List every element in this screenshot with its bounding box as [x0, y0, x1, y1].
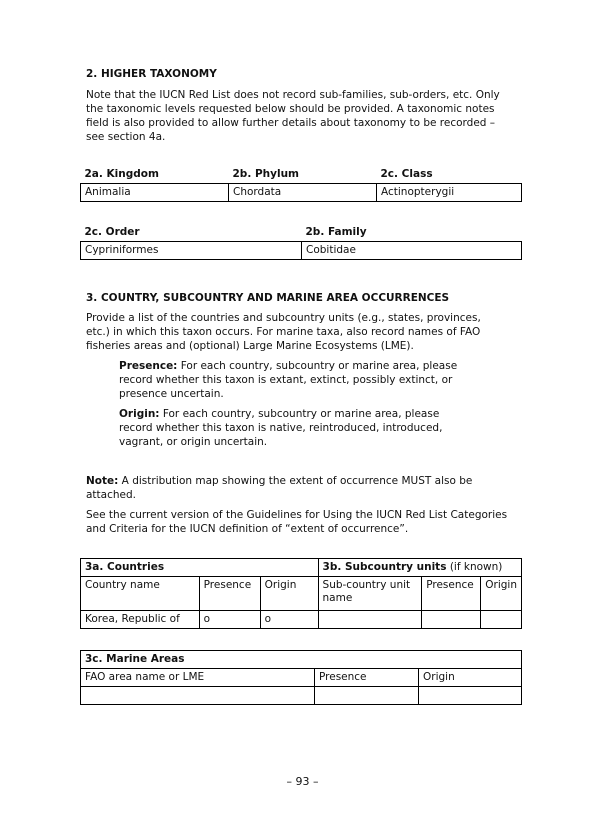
- countries-table: [80, 558, 522, 629]
- marine-presence-cell: [315, 687, 419, 705]
- presence-text: For each country, subcountry or marine area, please record whether this taxon is extant, extinct, possibly extinct, or presence uncertain.: [119, 360, 458, 400]
- class-header: 2c. Class: [380, 168, 433, 180]
- subcountry-header: 3b. Subcountry units: [322, 561, 447, 573]
- col-origin-2: Origin: [481, 577, 522, 611]
- note-paragraph: [86, 474, 486, 502]
- kingdom-header: 2a. Kingdom: [84, 168, 159, 180]
- phylum-value: Chordata: [229, 184, 377, 202]
- origin-2-cell: [481, 611, 522, 629]
- taxonomy-table-2: [80, 224, 522, 260]
- origin-label: Origin:: [119, 408, 160, 420]
- col-fao-area: FAO area name or LME: [81, 669, 315, 687]
- section-2-intro: Note that the IUCN Red List does not record sub-families, sub-orders, etc. Only the taxonomic levels requested below should be provided. A taxonomic notes field is also provided to allow further details about taxonomy to be recorded – see section 4a.: [86, 89, 500, 143]
- origin-text: For each country, subcountry or marine area, please record whether this taxon is native, reintroduced, introduced, vagrant, or origin uncertain.: [119, 408, 443, 448]
- section-2-heading: 2. HIGHER TAXONOMY: [86, 68, 217, 80]
- col-presence: Presence: [199, 577, 260, 611]
- presence-label: Presence:: [119, 360, 178, 372]
- subcountry-header-cell: [318, 559, 521, 577]
- taxonomy-table-1: [80, 166, 522, 202]
- col-marine-presence: Presence: [315, 669, 419, 687]
- order-header: 2c. Order: [84, 226, 140, 238]
- fao-cell: [81, 687, 315, 705]
- kingdom-value: Animalia: [81, 184, 229, 202]
- marine-areas-table: [80, 650, 522, 705]
- origin-paragraph: [119, 407, 469, 449]
- col-subcountry-name: Sub-country unit name: [318, 577, 422, 611]
- country-cell: Korea, Republic of: [81, 611, 200, 629]
- col-origin: Origin: [260, 577, 318, 611]
- presence-paragraph: [119, 359, 469, 401]
- note-text: A distribution map showing the extent of occurrence MUST also be attached.: [86, 475, 473, 501]
- presence-2-cell: [422, 611, 481, 629]
- class-value: Actinopterygii: [377, 184, 522, 202]
- col-presence-2: Presence: [422, 577, 481, 611]
- subcountry-cell: [318, 611, 422, 629]
- section-3-heading: 3. COUNTRY, SUBCOUNTRY AND MARINE AREA OCCURRENCES: [86, 292, 450, 304]
- phylum-header: 2b. Phylum: [232, 168, 299, 180]
- marine-origin-cell: [419, 687, 522, 705]
- col-country-name: Country name: [81, 577, 200, 611]
- section-3-intro: Provide a list of the countries and subcountry units (e.g., states, provinces, etc.) in which this taxon occurs. For marine taxa, also record names of FAO fisheries areas and (optional) Large Marine Ecosystems (LME).: [86, 312, 481, 352]
- family-header: 2b. Family: [305, 226, 367, 238]
- order-value: Cypriniformes: [81, 242, 302, 260]
- see-guidelines-paragraph: See the current version of the Guidelines for Using the IUCN Red List Categories and Criteria for the IUCN definition of “extent of occurrence”.: [86, 509, 508, 535]
- presence-cell: o: [199, 611, 260, 629]
- col-marine-origin: Origin: [419, 669, 522, 687]
- marine-areas-header: 3c. Marine Areas: [81, 651, 522, 669]
- note-label: Note:: [86, 475, 119, 487]
- page-number: – 93 –: [286, 775, 319, 788]
- countries-header: 3a. Countries: [81, 559, 319, 577]
- subcountry-header-suffix: (if known): [449, 561, 503, 573]
- origin-cell: o: [260, 611, 318, 629]
- family-value: Cobitidae: [302, 242, 522, 260]
